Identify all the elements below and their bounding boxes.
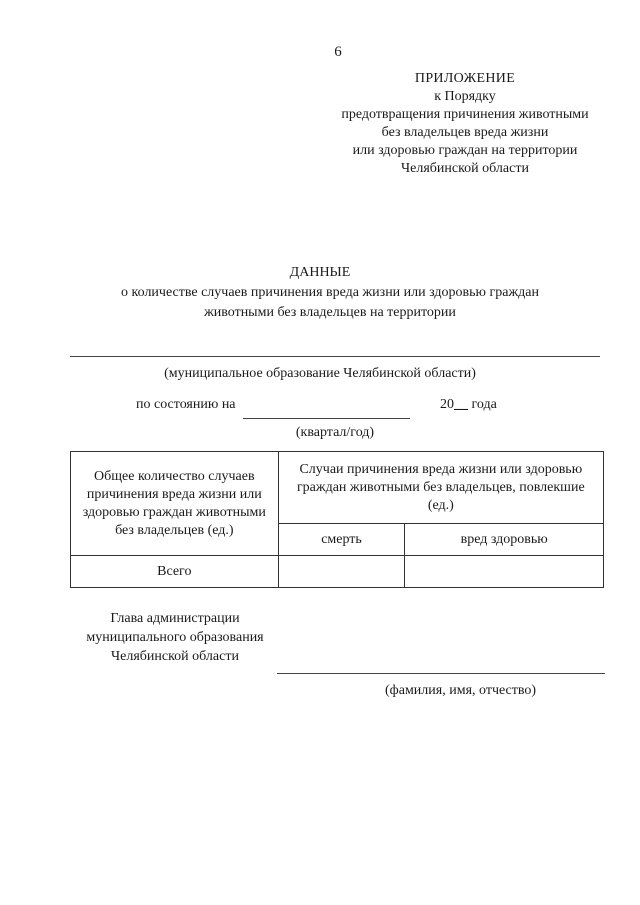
document-subtitle-line: животными без владельцев на территории [204, 305, 456, 320]
health-harm-count-cell[interactable] [405, 556, 604, 588]
signature-line: муниципального образования [86, 630, 264, 645]
total-cases-header: Общее количество случаев причинения вреда жизни или здоровью граждан животными без владельцев (ед.) [71, 452, 279, 556]
document-subtitle-line: о количестве случаев причинения вреда жизни или здоровью граждан [121, 285, 539, 300]
signature-caption: (фамилия, имя, отчество) [385, 683, 537, 698]
data-table [70, 451, 604, 588]
death-count-cell[interactable] [278, 556, 405, 588]
document-title: ДАННЫЕ [289, 265, 351, 280]
signature-block [60, 609, 290, 666]
year-suffix: года [471, 397, 497, 412]
municipality-caption: (муниципальное образование Челябинской области) [164, 366, 476, 381]
signature-name-line[interactable] [277, 673, 605, 674]
document-subtitle [60, 283, 600, 323]
row-label-total: Всего [71, 556, 279, 588]
appendix-line: или здоровью граждан на территории [352, 143, 578, 158]
page-number: 6 [334, 44, 342, 60]
signature-line: Глава администрации [110, 611, 240, 626]
year-blank[interactable]: __ [454, 397, 468, 412]
appendix-line: без владельцев вреда жизни [381, 125, 549, 140]
year-prefix: 20 [440, 397, 454, 412]
signature-line: Челябинской области [111, 649, 239, 664]
appendix-line: Челябинской области [401, 161, 529, 176]
period-caption: (квартал/год) [295, 425, 375, 440]
as-of-date-line[interactable] [243, 418, 410, 419]
health-harm-header: вред здоровью [405, 524, 604, 556]
appendix-block [300, 70, 630, 178]
appendix-line: к Порядку [434, 89, 496, 104]
year-field [440, 397, 497, 413]
table-row [71, 556, 604, 588]
death-header: смерть [278, 524, 405, 556]
consequences-group-header: Случаи причинения вреда жизни или здоровью граждан животными без владельцев, повлекшие (ед.) [278, 452, 603, 524]
as-of-label: по состоянию на [136, 397, 236, 412]
appendix-line: предотвращения причинения животными [341, 107, 589, 122]
municipality-line[interactable] [70, 356, 600, 357]
appendix-title: ПРИЛОЖЕНИЕ [414, 71, 516, 86]
